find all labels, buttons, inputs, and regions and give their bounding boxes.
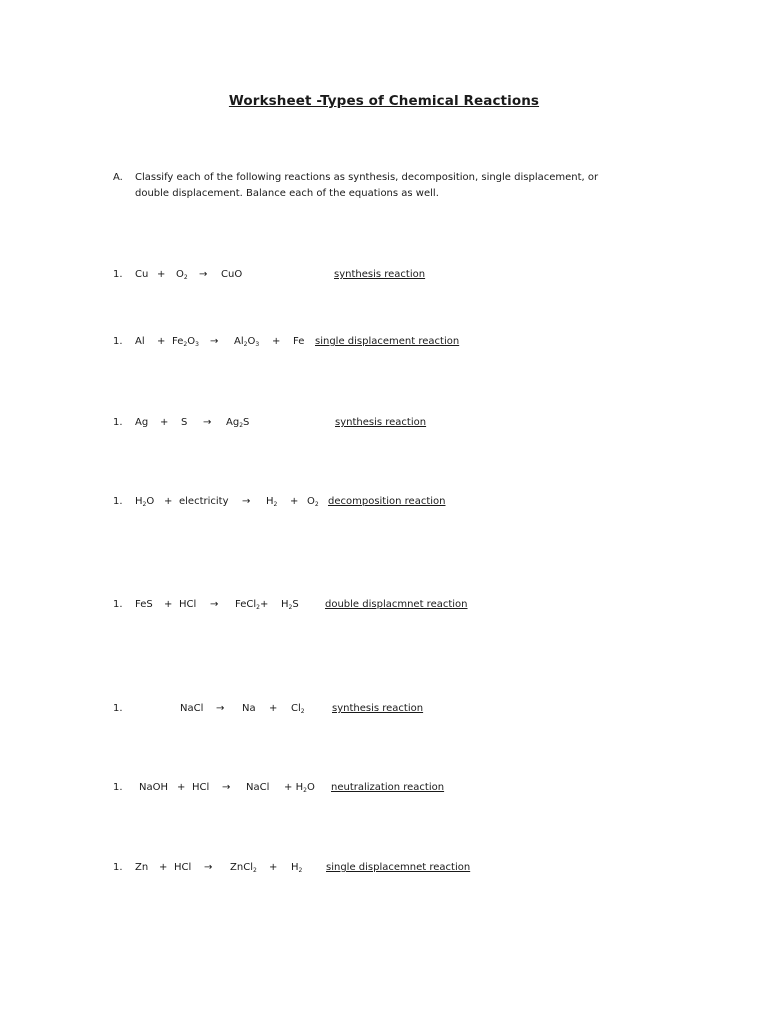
equation-term: + [159,862,168,873]
reaction-type-answer: synthesis reaction [332,703,424,714]
instructions [113,170,633,202]
equation-term: $Fe_2O_3$ [172,336,199,348]
reaction-arrow: → [199,269,208,280]
equation-term: $Cl_2$ [291,703,305,715]
reaction-item-5 [0,597,768,613]
reaction-item-6 [0,701,768,717]
reaction-type-answer: single displacemnet reaction [326,862,471,873]
equation-term: $Ag_2S$ [226,417,250,429]
equation-term: electricity [179,496,229,507]
equation-term: HCl [174,862,192,873]
item-number: 1. [113,417,123,428]
equation-term: NaCl [246,782,270,793]
equation-term: + [160,417,169,428]
equation-term: S [181,417,188,428]
instructions-text: Classify each of the following reactions as synthesis, decomposition, single displacement, or double displacement. Balance each of the equations as well. [135,172,599,199]
reaction-item-8 [0,860,768,876]
equation-term: HCl [179,599,197,610]
equation-term: Ag [135,417,149,428]
equation-term: + [290,496,299,507]
equation-term: Al [135,336,145,347]
section-letter: A. [113,172,123,183]
equation-term: + [269,703,278,714]
reaction-item-3 [0,415,768,431]
item-number: 1. [113,782,123,793]
equation-term: $H_2$ [266,496,278,508]
equation-term: + [272,336,281,347]
equation-term: Zn [135,862,149,873]
equation-term: + $H_2O$ [284,782,315,794]
item-number: 1. [113,269,123,280]
equation-term: $H_2O$ [135,496,155,508]
reaction-type-answer: double displacmnet reaction [325,599,468,610]
reaction-arrow: → [210,599,219,610]
reaction-item-2 [0,334,768,350]
equation-term: CuO [221,269,243,280]
reaction-type-answer: synthesis reaction [335,417,427,428]
item-number: 1. [113,599,123,610]
equation-term: HCl [192,782,210,793]
equation-term: $O_2$ [176,269,188,281]
item-number: 1. [113,862,123,873]
equation-term: + [269,862,278,873]
item-number: 1. [113,703,123,714]
equation-term: ZnCl$_2$ [230,862,257,874]
equation-term: FeCl$_2$+ [235,599,269,611]
equation-term: Cu [135,269,149,280]
equation-term: + [177,782,186,793]
equation-term: $O_2$ [307,496,319,508]
equation-term: FeS [135,599,153,610]
item-number: 1. [113,336,123,347]
equation-term: Fe [293,336,305,347]
equation-term: + [164,496,173,507]
reaction-type-answer: decomposition reaction [328,496,446,507]
equation-term: $Al_2O_3$ [234,336,260,348]
equation-term: NaCl [180,703,204,714]
equation-term: Na [242,703,256,714]
reaction-arrow: → [216,703,225,714]
reaction-type-answer: neutralization reaction [331,782,445,793]
equation-term: $H_2S$ [281,599,299,611]
equation-term: $H_2$ [291,862,303,874]
equation-term: NaOH [139,782,168,793]
equation-term: + [157,269,166,280]
reaction-arrow: → [222,782,231,793]
page-title: Worksheet -Types of Chemical Reactions [228,93,540,109]
reaction-arrow: → [210,336,219,347]
reaction-item-7 [0,780,768,796]
equation-term: + [164,599,173,610]
reaction-arrow: → [242,496,251,507]
reaction-arrow: → [204,862,213,873]
equation-term: + [157,336,166,347]
reaction-item-4 [0,494,768,510]
reaction-type-answer: synthesis reaction [334,269,426,280]
reaction-item-1 [0,267,768,283]
reaction-type-answer: single displacement reaction [315,336,460,347]
reaction-arrow: → [203,417,212,428]
item-number: 1. [113,496,123,507]
